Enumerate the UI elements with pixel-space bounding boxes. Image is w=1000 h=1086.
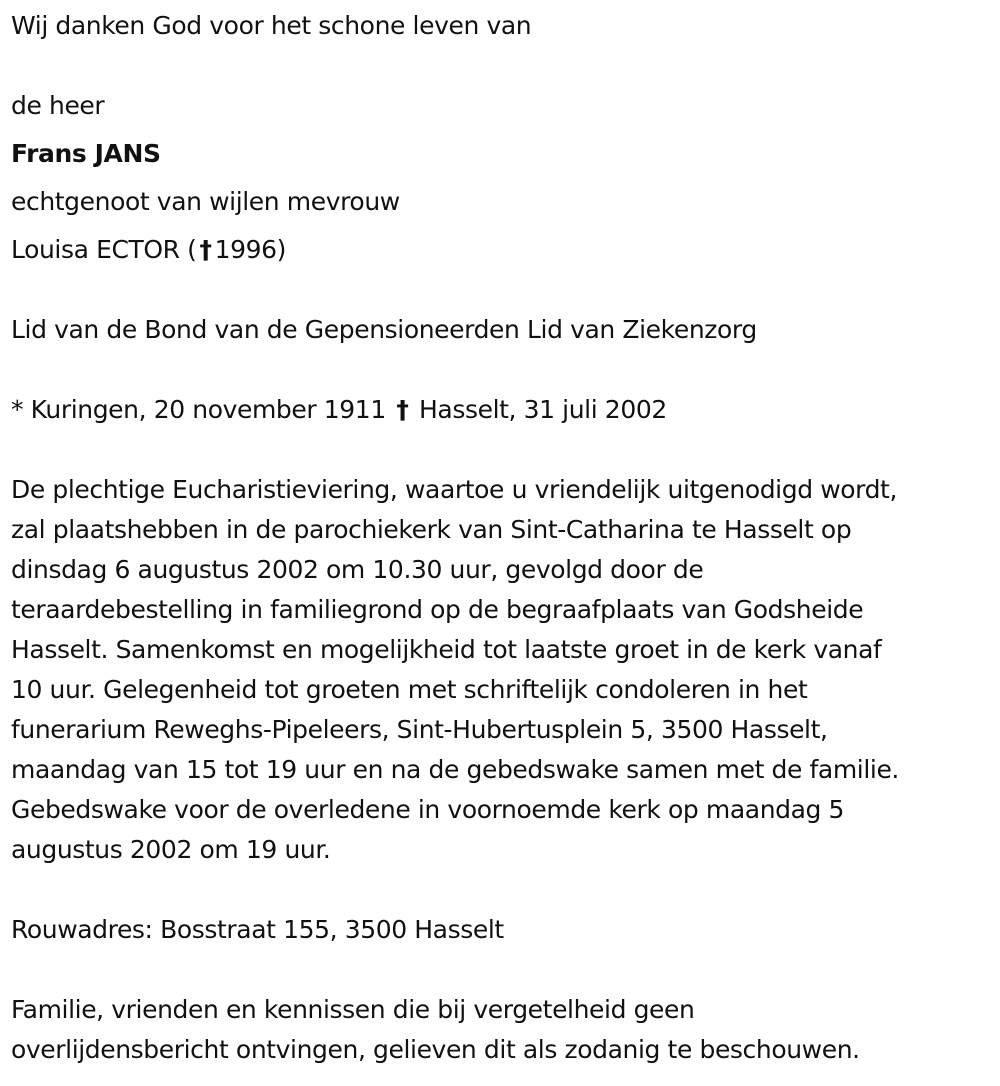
death-info: Hasselt, 31 juli 2002 xyxy=(419,395,667,424)
ceremony-line: dinsdag 6 augustus 2002 om 10.30 uur, gevolgd door de xyxy=(11,555,704,584)
opening-line: Wij danken God voor het schone leven van xyxy=(11,11,532,40)
life-dates xyxy=(11,390,667,430)
ceremony-line: maandag van 15 tot 19 uur en na de gebedswake samen met de familie. xyxy=(11,755,899,784)
ceremony-line: 10 uur. Gelegenheid tot groeten met schriftelijk condoleren in het xyxy=(11,675,808,704)
ceremony-line: teraardebestelling in familiegrond op de begraafplaats van Godsheide xyxy=(11,595,864,624)
deceased-name: Frans JANS xyxy=(11,139,161,168)
ceremony-line: Gebedswake voor de overledene in voornoemde kerk op maandag 5 xyxy=(11,795,845,824)
ceremony-line: funerarium Reweghs-Pipeleers, Sint-Hubertusplein 5, 3500 Hasselt, xyxy=(11,715,828,744)
closing-line: Familie, vrienden en kennissen die bij vergetelheid geen xyxy=(11,995,695,1024)
memberships: Lid van de Bond van de Gepensioneerden Lid van Ziekenzorg xyxy=(11,315,757,344)
ceremony-line: augustus 2002 om 19 uur. xyxy=(11,835,331,864)
closing-line: overlijdensbericht ontvingen, gelieven dit als zodanig te beschouwen. xyxy=(11,1035,860,1064)
spouse-death-year: 1996) xyxy=(214,235,287,264)
birth-info: * Kuringen, 20 november 1911 xyxy=(11,395,386,424)
spouse-name: Louisa ECTOR ( xyxy=(11,235,197,264)
spouse-intro: echtgenoot van wijlen mevrouw xyxy=(11,187,400,216)
closing-paragraph xyxy=(11,990,996,1070)
title-prefix: de heer xyxy=(11,91,105,120)
ceremony-paragraph xyxy=(11,470,996,870)
ceremony-line: De plechtige Eucharistieviering, waartoe u vriendelijk uitgenodigd wordt, xyxy=(11,475,898,504)
ceremony-line: zal plaatshebben in de parochiekerk van Sint-Catharina te Hasselt op xyxy=(11,515,852,544)
mourning-address: Rouwadres: Bosstraat 155, 3500 Hasselt xyxy=(11,915,504,944)
dagger-icon: † xyxy=(199,235,212,264)
dagger-icon: † xyxy=(396,395,409,424)
spouse-line xyxy=(11,230,286,270)
ceremony-line: Hasselt. Samenkomst en mogelijkheid tot laatste groet in de kerk vanaf xyxy=(11,635,882,664)
